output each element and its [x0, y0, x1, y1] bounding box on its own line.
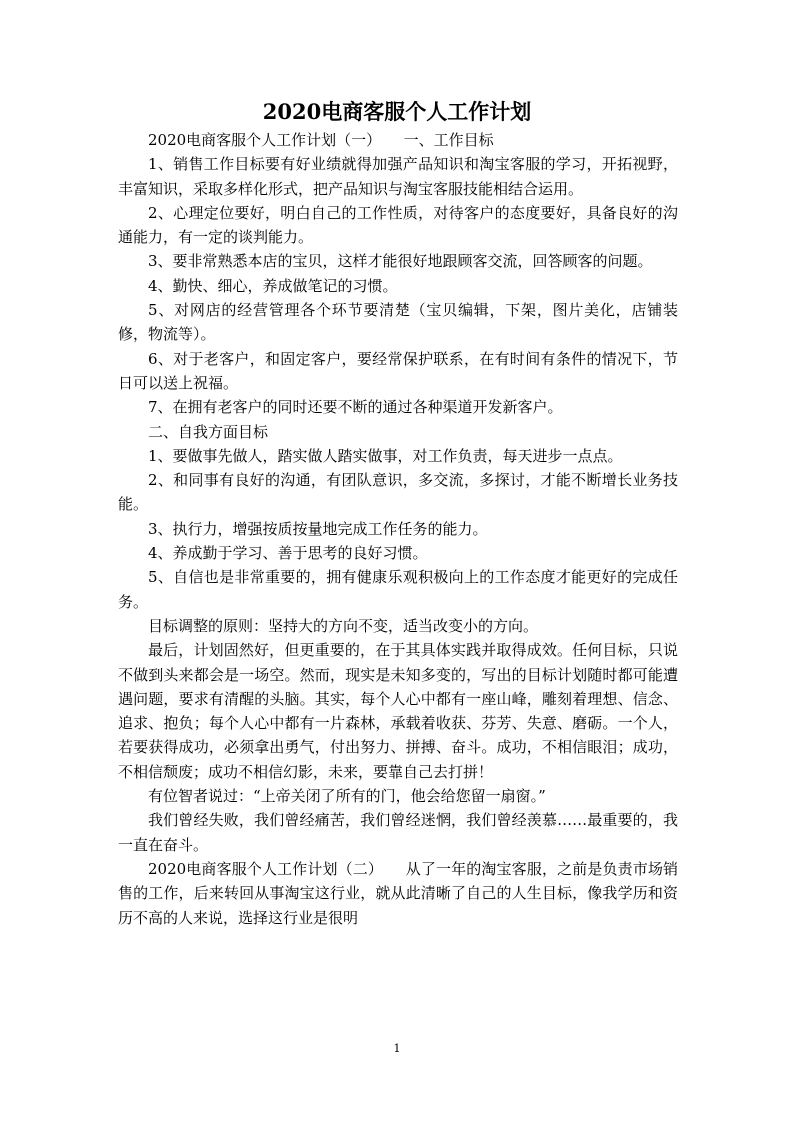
- paragraph: 2、和同事有良好的沟通，有团队意识，多交流，多探讨，才能不断增长业务技能。: [118, 471, 678, 514]
- paragraph: 4、勤快、细心，养成做笔记的习惯。: [148, 276, 398, 295]
- paragraph: 5、自信也是非常重要的，拥有健康乐观积极向上的工作态度才能更好的完成任务。: [118, 568, 678, 611]
- paragraph: 最后，计划固然好，但更重要的，在于其具体实践并取得成效。任何目标，只说不做到头来都会是一场空。然而，现实是未知多变的，写出的目标计划随时都可能遭遇问题，要求有清醒的头脑。其实，每个人心中都有一座山峰，雕刻着理想、信念、追求、抱负；每个人心中都有一片森林，承载着收获、芬芳、失意、磨砺。一个人，若要获得成功，必须拿出勇气，付出努力、拼搏、奋斗。成功，不相信眼泪；成功，不相信颓废；成功不相信幻影，未来，要靠自己去打拼！: [118, 641, 678, 781]
- paragraph: 2020电商客服个人工作计划（一） 一、工作目标: [148, 131, 494, 149]
- paragraph: 3、要非常熟悉本店的宝贝，这样才能很好地跟顾客交流，回答顾客的问题。: [148, 252, 653, 271]
- document-title: 2020电商客服个人工作计划: [262, 99, 532, 124]
- paragraph: 4、养成勤于学习、善于思考的良好习惯。: [148, 544, 428, 563]
- paragraph: 1、要做事先做人，踏实做人踏实做事，对工作负责，每天进步一点点。: [148, 446, 623, 465]
- paragraph: 2020电商客服个人工作计划（二） 从了一年的淘宝客服，之前是负责市场销售的工作，后来转回从事淘宝这行业，就从此清晰了自己的人生目标，像我学历和资历不高的人来说，选择这行业是很明: [118, 859, 678, 927]
- paragraph: 6、对于老客户，和固定客户，要经常保护联系，在有时间有条件的情况下，节日可以送上祝福。: [118, 349, 678, 392]
- paragraph: 有位智者说过：“上帝关闭了所有的门，他会给您留一扇窗。”: [148, 787, 546, 806]
- document-body: [118, 128, 678, 930]
- paragraph: 我们曾经失败，我们曾经痛苦，我们曾经迷惘，我们曾经羡慕……最重要的，我一直在奋斗。: [118, 811, 678, 854]
- paragraph: 1、销售工作目标要有好业绩就得加强产品知识和淘宝客服的学习，开拓视野，丰富知识，采取多样化形式，把产品知识与淘宝客服技能相结合运用。: [118, 155, 678, 198]
- paragraph: 3、执行力，增强按质按量地完成工作任务的能力。: [148, 519, 488, 538]
- page-number: 1: [393, 1042, 401, 1055]
- paragraph: 目标调整的原则：坚持大的方向不变，适当改变小的方向。: [148, 616, 539, 635]
- paragraph: 二、自我方面目标: [148, 422, 269, 441]
- paragraph: 7、在拥有老客户的同时还要不断的通过各种渠道开发新客户。: [148, 398, 563, 417]
- paragraph: 5、对网店的经营管理各个环节要清楚（宝贝编辑，下架，图片美化，店铺装修，物流等）。: [118, 301, 678, 344]
- paragraph: 2、心理定位要好，明白自己的工作性质，对待客户的态度要好，具备良好的沟通能力，有一定的谈判能力。: [118, 203, 678, 247]
